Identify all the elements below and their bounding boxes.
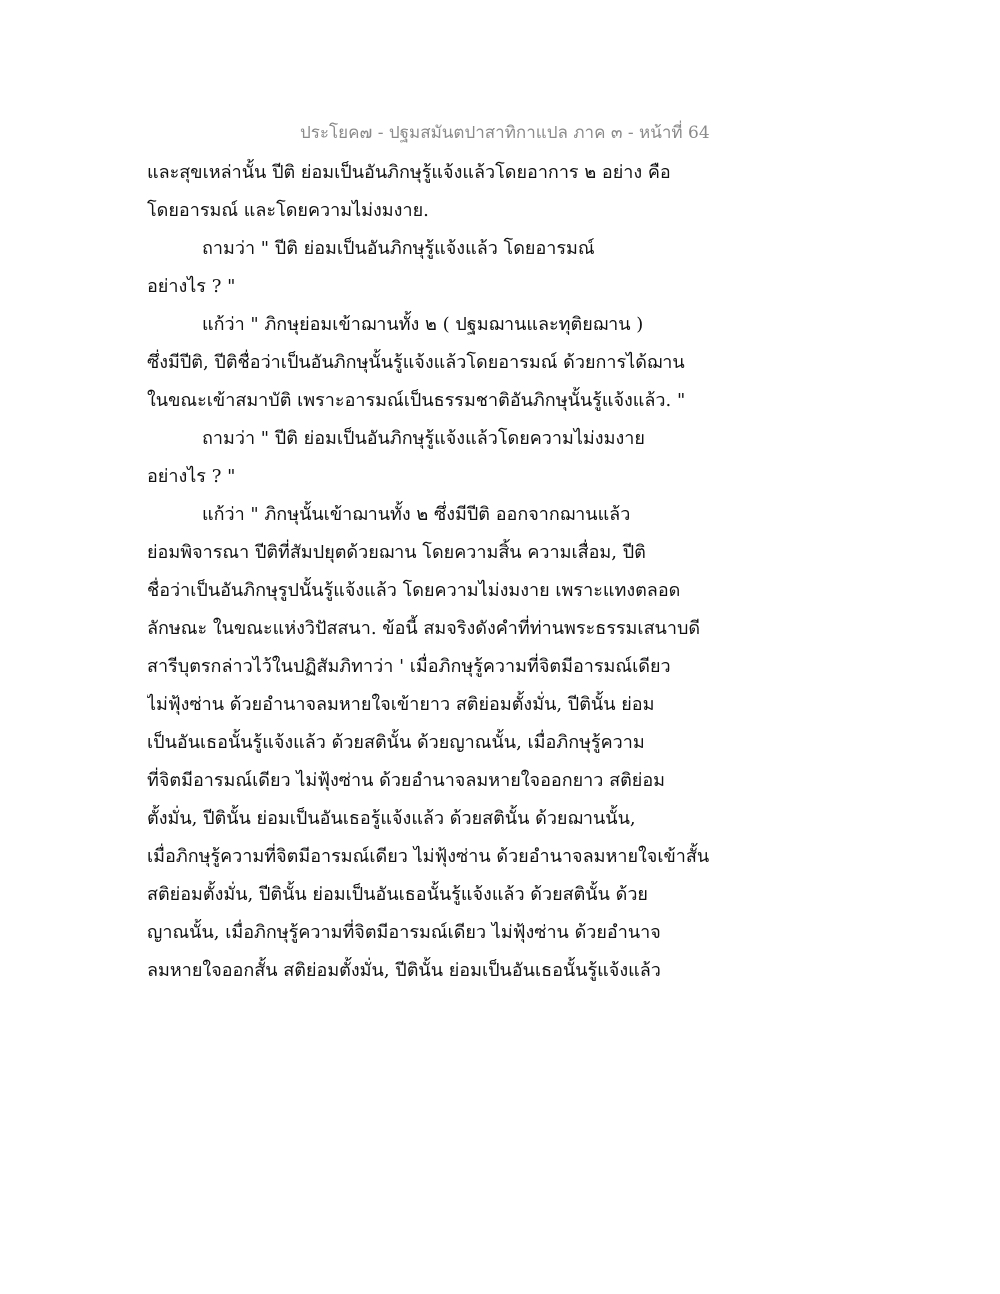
text-line: สารีบุตรกล่าวไว้ในปฏิสัมภิทาว่า ' เมื่อภิกษุรู้ความที่จิตมีอารมณ์เดียว — [147, 656, 671, 677]
text-line: ถามว่า " ปีติ ย่อมเป็นอันภิกษุรู้แจ้งแล้วโดยความไม่งมงาย — [202, 428, 645, 449]
text-line: ย่อมพิจารณา ปีติที่สัมปยุตด้วยฌาน โดยความสิ้น ความเสื่อม, ปีติ — [147, 542, 646, 563]
text-line: เป็นอันเธอนั้นรู้แจ้งแล้ว ด้วยสตินั้น ด้วยญาณนั้น, เมื่อภิกษุรู้ความ — [147, 732, 645, 753]
text-line: ลักษณะ ในขณะแห่งวิปัสสนา. ข้อนี้ สมจริงดังคำที่ท่านพระธรรมเสนาบดี — [147, 618, 701, 639]
text-line: ที่จิตมีอารมณ์เดียว ไม่ฟุ้งซ่าน ด้วยอำนาจลมหายใจออกยาว สติย่อม — [147, 770, 666, 791]
text-line: สติย่อมตั้งมั่น, ปีตินั้น ย่อมเป็นอันเธอนั้นรู้แจ้งแล้ว ด้วยสตินั้น ด้วย — [147, 884, 648, 905]
text-line: และสุขเหล่านั้น ปีติ ย่อมเป็นอันภิกษุรู้แจ้งแล้วโดยอาการ ๒ อย่าง คือ — [147, 162, 671, 183]
body-text — [147, 154, 747, 990]
text-line: ซึ่งมีปีติ, ปีติชื่อว่าเป็นอันภิกษุนั้นรู้แจ้งแล้วโดยอารมณ์ ด้วยการได้ฌาน — [147, 352, 685, 373]
text-line: แก้ว่า " ภิกษุย่อมเข้าฌานทั้ง ๒ ( ปฐมฌานและทุติยฌาน ) — [202, 314, 644, 335]
text-line: แก้ว่า " ภิกษุนั้นเข้าฌานทั้ง ๒ ซึ่งมีปีติ ออกจากฌานแล้ว — [202, 504, 631, 525]
text-line: ถามว่า " ปีติ ย่อมเป็นอันภิกษุรู้แจ้งแล้ว โดยอารมณ์ — [202, 238, 595, 259]
text-line: โดยอารมณ์ และโดยความไม่งมงาย. — [147, 200, 429, 221]
text-line: ตั้งมั่น, ปีตินั้น ย่อมเป็นอันเธอรู้แจ้งแล้ว ด้วยสตินั้น ด้วยฌานนั้น, — [147, 808, 636, 829]
text-line: เมื่อภิกษุรู้ความที่จิตมีอารมณ์เดียว ไม่ฟุ้งซ่าน ด้วยอำนาจลมหายใจเข้าสั้น — [147, 846, 710, 867]
text-line: ในขณะเข้าสมาบัติ เพราะอารมณ์เป็นธรรมชาติอันภิกษุนั้นรู้แจ้งแล้ว. " — [147, 390, 686, 411]
text-line: อย่างไร ? " — [147, 466, 236, 487]
text-line: ไม่ฟุ้งซ่าน ด้วยอำนาจลมหายใจเข้ายาว สติย่อมตั้งมั่น, ปีตินั้น ย่อม — [147, 694, 655, 715]
text-line: ชื่อว่าเป็นอันภิกษุรูปนั้นรู้แจ้งแล้ว โดยความไม่งมงาย เพราะแทงตลอด — [147, 580, 681, 601]
text-line: อย่างไร ? " — [147, 276, 236, 297]
text-line: ญาณนั้น, เมื่อภิกษุรู้ความที่จิตมีอารมณ์เดียว ไม่ฟุ้งซ่าน ด้วยอำนาจ — [147, 922, 661, 943]
running-header: ประโยค๗ - ปฐมสมันตปาสาทิกาแปล ภาค ๓ - หน้าที่ 64 — [300, 123, 710, 143]
text-line: ลมหายใจออกสั้น สติย่อมตั้งมั่น, ปีตินั้น ย่อมเป็นอันเธอนั้นรู้แจ้งแล้ว — [147, 960, 661, 981]
